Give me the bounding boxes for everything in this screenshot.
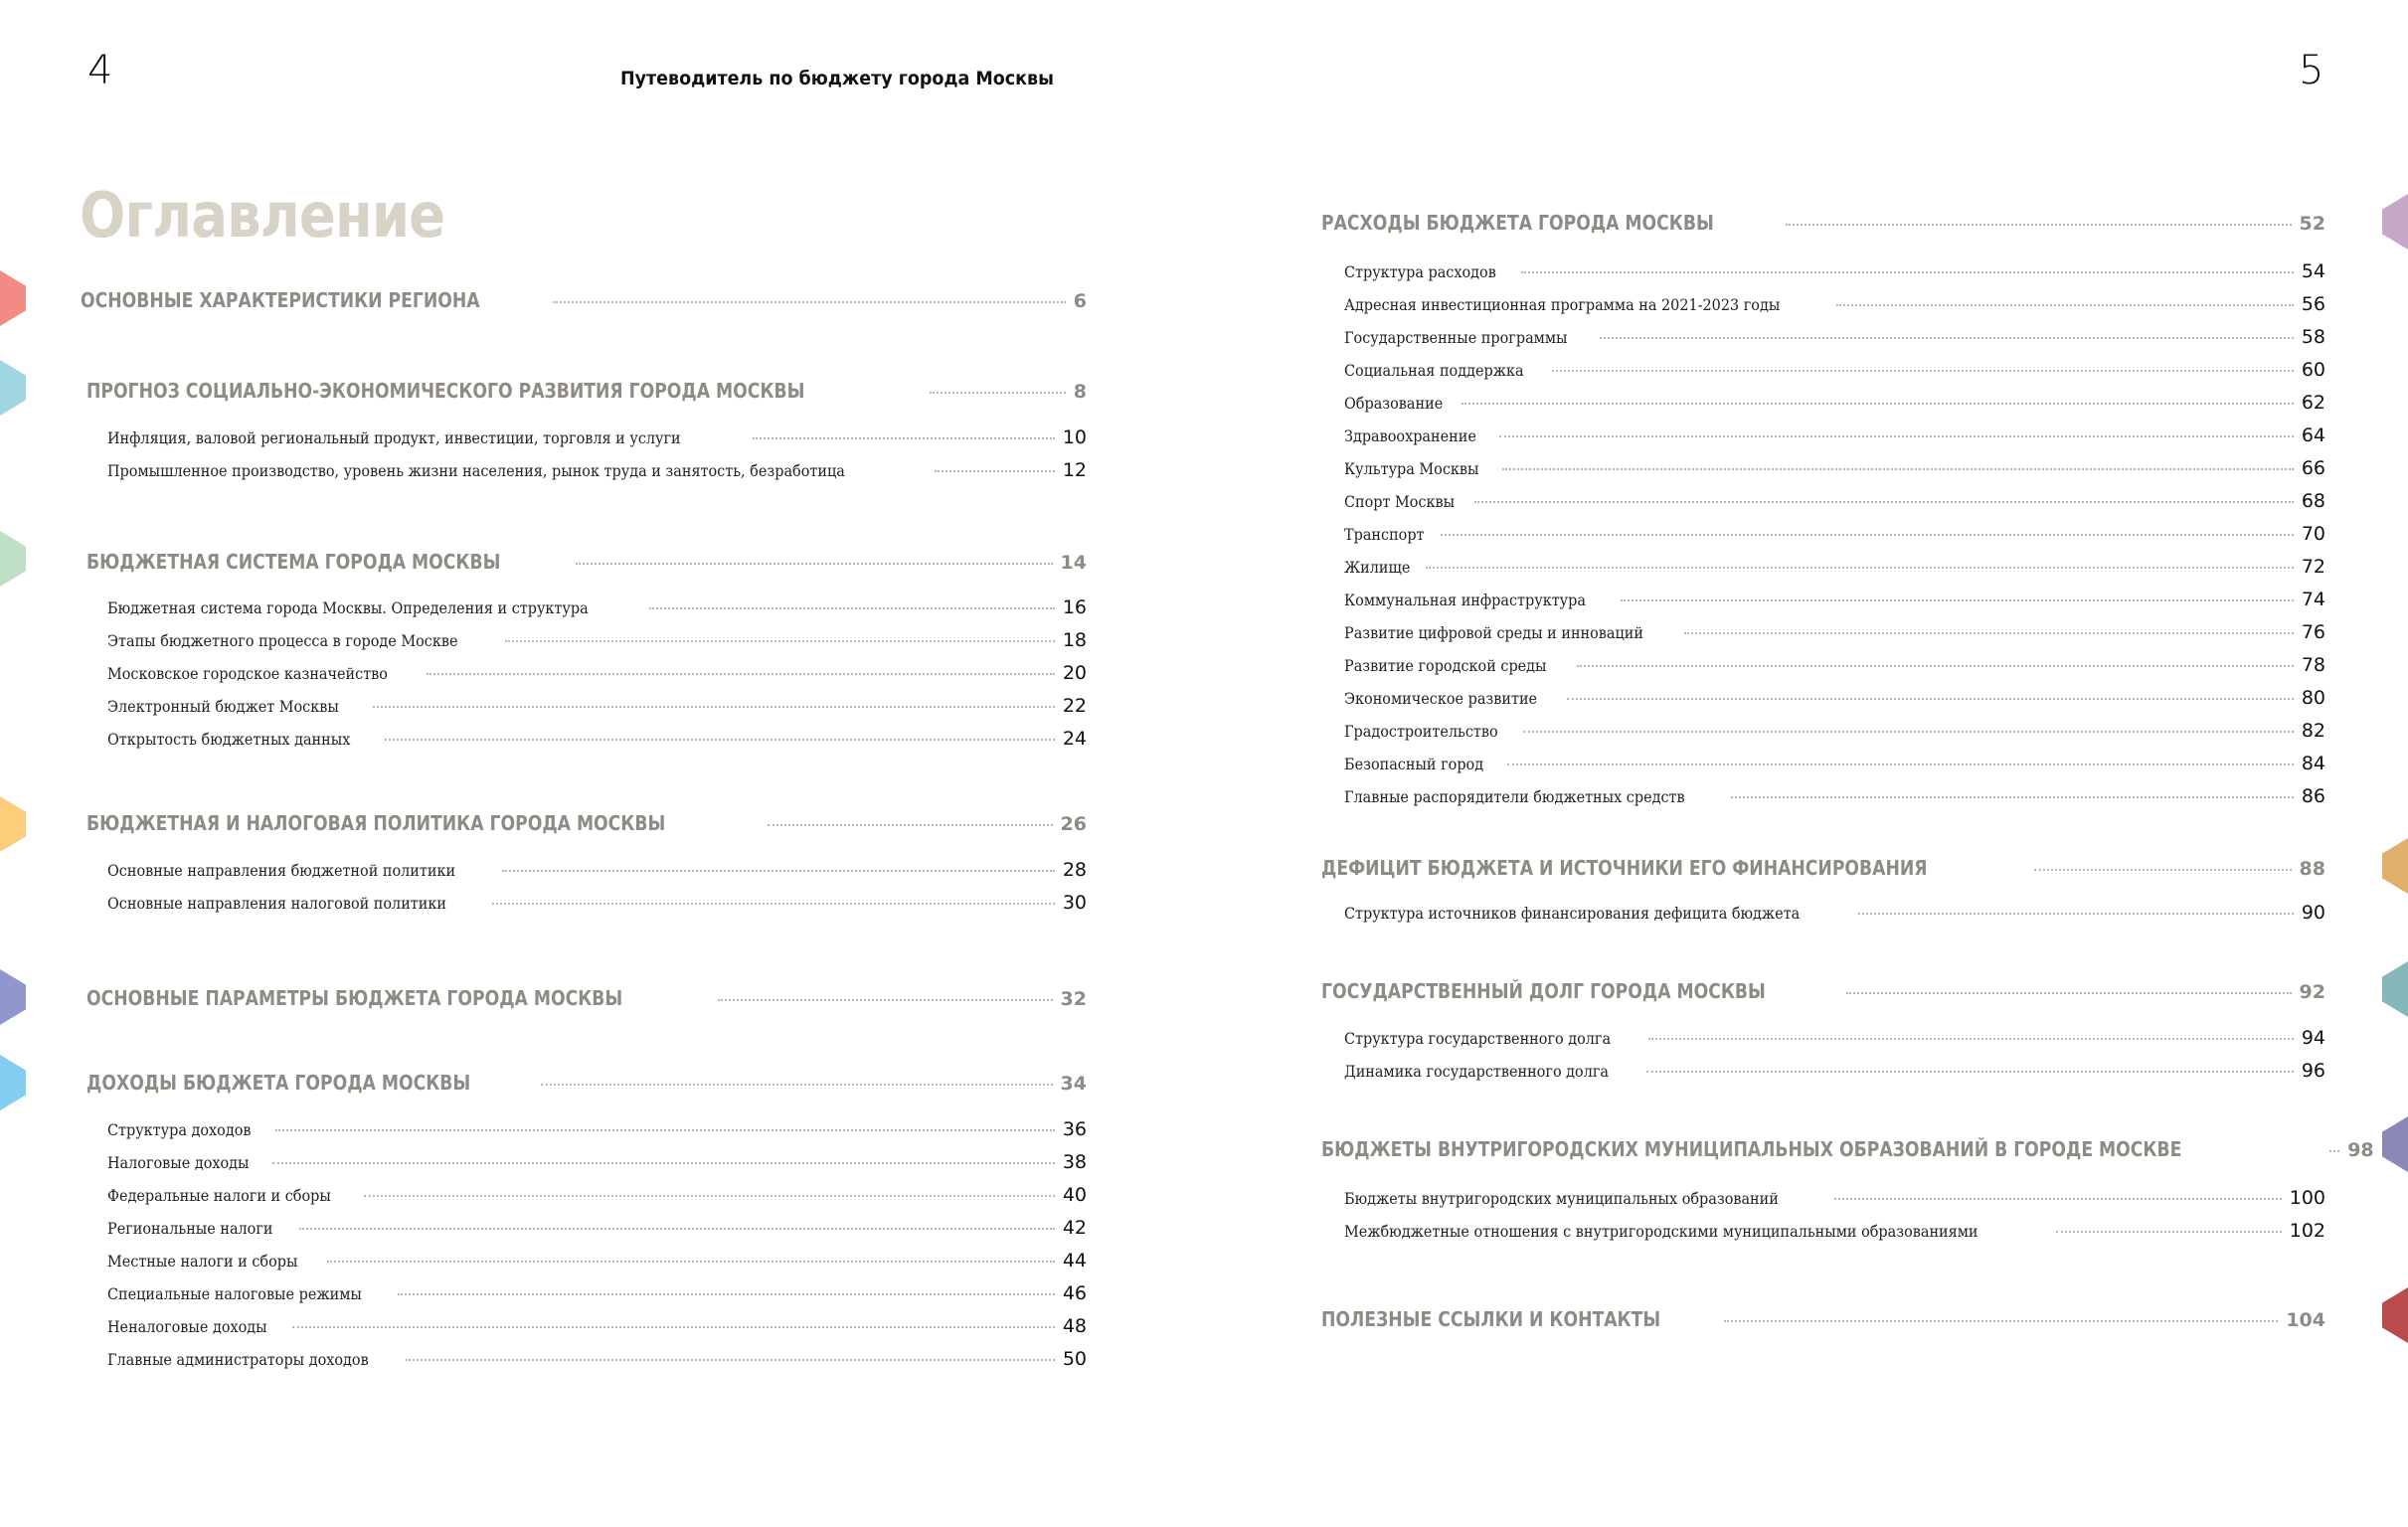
dot-leader <box>553 301 1066 303</box>
toc-sub-entry[interactable] <box>107 892 1087 914</box>
toc-sub-entry[interactable] <box>1344 1060 2325 1082</box>
entry-page-number: 30 <box>1062 892 1087 914</box>
toc-sub-entry[interactable] <box>1344 326 2325 348</box>
entry-page-number: 56 <box>2301 293 2325 315</box>
section-tab-marker <box>0 1055 26 1110</box>
dot-leader <box>930 392 1066 394</box>
dot-leader <box>1836 304 2294 306</box>
dot-leader <box>1474 501 2293 503</box>
entry-label: Структура государственного долга <box>1344 1029 1612 1048</box>
entry-page-number: 64 <box>2301 424 2325 446</box>
toc-sub-entry[interactable] <box>1344 785 2325 807</box>
entry-label: Структура источников финансирования дефицита бюджета <box>1344 904 1801 923</box>
toc-sub-entry[interactable] <box>107 695 1087 717</box>
entry-label: Спорт Москвы <box>1344 492 1456 511</box>
entry-page-number: 70 <box>2301 523 2325 545</box>
entry-page-number: 74 <box>2301 589 2325 610</box>
dot-leader <box>272 1162 1054 1164</box>
entry-page-number: 12 <box>1062 459 1087 481</box>
dot-leader <box>1621 599 2294 601</box>
dot-leader <box>1523 731 2294 733</box>
entry-page-number: 50 <box>1062 1348 1087 1370</box>
toc-sub-entry[interactable] <box>107 1184 1087 1206</box>
entry-page-number: 58 <box>2301 326 2325 348</box>
dot-leader <box>1600 337 2293 339</box>
entry-label: Электронный бюджет Москвы <box>107 697 339 716</box>
entry-label: Этапы бюджетного процесса в городе Москве <box>107 631 458 650</box>
entry-label: Главные администраторы доходов <box>107 1350 369 1369</box>
dot-leader <box>1552 370 2294 372</box>
dot-leader <box>492 903 1055 905</box>
toc-sub-entry[interactable] <box>1344 1027 2325 1049</box>
dot-leader <box>505 640 1055 642</box>
toc-section-entry[interactable] <box>86 550 1087 574</box>
entry-label: ДЕФИЦИТ БЮДЖЕТА И ИСТОЧНИКИ ЕГО ФИНАНСИРОВАНИЯ <box>1321 856 1928 880</box>
toc-section-entry[interactable] <box>81 288 1087 312</box>
entry-page-number: 62 <box>2301 392 2325 414</box>
entry-label: Специальные налоговые режимы <box>107 1284 362 1303</box>
dot-leader <box>1567 698 2294 700</box>
entry-label: БЮДЖЕТНАЯ И НАЛОГОВАЯ ПОЛИТИКА ГОРОДА МОСКВЫ <box>86 811 666 835</box>
dot-leader <box>398 1293 1055 1295</box>
dot-leader <box>364 1195 1055 1197</box>
entry-page-number: 82 <box>2301 720 2325 742</box>
entry-page-number: 84 <box>2301 753 2325 774</box>
section-tab-marker <box>0 531 26 587</box>
toc-sub-entry[interactable] <box>107 1348 1087 1370</box>
dot-leader <box>1684 632 2293 634</box>
entry-label: Адресная инвестиционная программа на 2021-2023 годы <box>1344 295 1781 314</box>
toc-sub-entry[interactable] <box>1344 687 2325 709</box>
dot-leader <box>935 470 1055 472</box>
dot-leader <box>2329 1150 2339 1152</box>
entry-label: Структура расходов <box>1344 262 1496 281</box>
dot-leader <box>1786 224 2291 226</box>
dot-leader <box>385 739 1054 741</box>
dot-leader <box>1724 1320 2279 1322</box>
entry-page-number: 40 <box>1062 1184 1087 1206</box>
entry-label: РАСХОДЫ БЮДЖЕТА ГОРОДА МОСКВЫ <box>1321 211 1714 235</box>
toc-sub-entry[interactable] <box>1344 359 2325 381</box>
entry-page-number: 16 <box>1062 596 1087 618</box>
entry-label: ПОЛЕЗНЫЕ ССЫЛКИ И КОНТАКТЫ <box>1321 1307 1661 1331</box>
entry-page-number: 76 <box>2301 621 2325 643</box>
entry-label: Главные распорядители бюджетных средств <box>1344 787 1685 806</box>
entry-page-number: 44 <box>1062 1250 1087 1272</box>
entry-label: Жилище <box>1344 558 1411 577</box>
entry-page-number: 100 <box>2289 1187 2325 1209</box>
entry-page-number: 10 <box>1062 426 1087 448</box>
entry-page-number: 6 <box>1073 290 1087 312</box>
section-tab-marker <box>2382 1116 2408 1172</box>
toc-sub-entry[interactable] <box>107 1217 1087 1239</box>
toc-section-entry[interactable] <box>86 986 1087 1010</box>
entry-page-number: 46 <box>1062 1282 1087 1304</box>
toc-sub-entry[interactable] <box>107 1315 1087 1337</box>
dot-leader <box>541 1084 1052 1086</box>
toc-section-entry[interactable] <box>86 1071 1087 1095</box>
entry-page-number: 72 <box>2301 556 2325 578</box>
entry-page-number: 38 <box>1062 1151 1087 1173</box>
section-tab-marker <box>2382 961 2408 1017</box>
dot-leader <box>718 999 1053 1001</box>
entry-label: Промышленное производство, уровень жизни населения, рынок труда и занятость, безработица <box>107 461 845 480</box>
section-tab-marker <box>0 796 26 852</box>
running-title: Путеводитель по бюджету города Москвы <box>620 68 1054 89</box>
dot-leader <box>1441 534 2293 536</box>
toc-section-entry[interactable] <box>1321 1307 2325 1331</box>
dot-leader <box>1834 1198 2281 1200</box>
entry-page-number: 104 <box>2286 1309 2325 1331</box>
entry-page-number: 94 <box>2301 1027 2325 1049</box>
dot-leader <box>768 824 1052 826</box>
toc-sub-entry[interactable] <box>1344 523 2325 545</box>
dot-leader <box>427 673 1055 675</box>
section-tab-marker <box>2382 838 2408 894</box>
entry-label: Градостроительство <box>1344 722 1498 741</box>
entry-label: Образование <box>1344 394 1444 413</box>
entry-page-number: 90 <box>2301 902 2325 924</box>
entry-label: Здравоохранение <box>1344 426 1476 445</box>
entry-label: Бюджетная система города Москвы. Определения и структура <box>107 598 589 617</box>
entry-label: Бюджеты внутригородских муниципальных образований <box>1344 1189 1779 1208</box>
toc-sub-entry[interactable] <box>107 1282 1087 1304</box>
toc-sub-entry[interactable] <box>1344 589 2325 610</box>
dot-leader <box>576 563 1052 565</box>
dot-leader <box>1648 1038 2294 1040</box>
section-tab-marker <box>2382 194 2408 250</box>
dot-leader <box>1462 403 2294 405</box>
entry-page-number: 52 <box>2299 213 2325 235</box>
toc-sub-entry[interactable] <box>1344 1220 2325 1242</box>
dot-leader <box>292 1326 1054 1328</box>
dot-leader <box>373 706 1055 708</box>
entry-page-number: 28 <box>1062 859 1087 881</box>
entry-page-number: 36 <box>1062 1118 1087 1140</box>
dot-leader <box>2034 869 2292 871</box>
entry-page-number: 24 <box>1062 728 1087 750</box>
section-tab-marker <box>0 969 26 1025</box>
toc-section-entry[interactable] <box>86 379 1087 403</box>
entry-label: Структура доходов <box>107 1120 252 1139</box>
entry-label: Региональные налоги <box>107 1219 273 1238</box>
toc-sub-entry[interactable] <box>107 859 1087 881</box>
toc-sub-entry[interactable] <box>107 426 1087 448</box>
toc-sub-entry[interactable] <box>1344 654 2325 676</box>
entry-label: ПРОГНОЗ СОЦИАЛЬНО-ЭКОНОМИЧЕСКОГО РАЗВИТИЯ ГОРОДА МОСКВЫ <box>86 379 805 403</box>
entry-page-number: 32 <box>1060 988 1087 1010</box>
dot-leader <box>1521 271 2294 273</box>
entry-label: БЮДЖЕТНАЯ СИСТЕМА ГОРОДА МОСКВЫ <box>86 550 501 574</box>
toc-sub-entry[interactable] <box>1344 753 2325 774</box>
dot-leader <box>1577 665 2294 667</box>
entry-label: Основные направления бюджетной политики <box>107 861 456 880</box>
entry-label: Основные направления налоговой политики <box>107 894 446 913</box>
entry-label: Динамика государственного долга <box>1344 1062 1610 1081</box>
left-page-number: 4 <box>87 48 113 93</box>
toc-sub-entry[interactable] <box>1344 392 2325 414</box>
toc-sub-entry[interactable] <box>107 459 1087 481</box>
right-page-number: 5 <box>2299 48 2324 93</box>
entry-page-number: 14 <box>1060 552 1087 574</box>
dot-leader <box>2056 1231 2281 1233</box>
entry-page-number: 66 <box>2301 457 2325 479</box>
entry-page-number: 22 <box>1062 695 1087 717</box>
toc-sub-entry[interactable] <box>1344 1187 2325 1209</box>
entry-label: ГОСУДАРСТВЕННЫЙ ДОЛГ ГОРОДА МОСКВЫ <box>1321 979 1766 1003</box>
entry-label: Московское городское казначейство <box>107 664 388 683</box>
entry-label: Открытость бюджетных данных <box>107 730 351 749</box>
entry-page-number: 92 <box>2299 981 2325 1003</box>
dot-leader <box>1499 435 2294 437</box>
dot-leader <box>649 607 1054 609</box>
entry-page-number: 18 <box>1062 629 1087 651</box>
entry-page-number: 68 <box>2301 490 2325 512</box>
entry-page-number: 102 <box>2289 1220 2325 1242</box>
entry-label: Культура Москвы <box>1344 459 1479 478</box>
dot-leader <box>502 870 1055 872</box>
entry-label: Инфляция, валовой региональный продукт, инвестиции, торговля и услуги <box>107 428 681 447</box>
dot-leader <box>753 437 1055 439</box>
entry-label: Межбюджетные отношения с внутригородскими муниципальными образованиями <box>1344 1222 1978 1241</box>
entry-page-number: 54 <box>2301 260 2325 282</box>
entry-page-number: 78 <box>2301 654 2325 676</box>
entry-label: Безопасный город <box>1344 755 1484 773</box>
dot-leader <box>299 1228 1055 1230</box>
entry-page-number: 8 <box>1073 381 1087 403</box>
toc-sub-entry[interactable] <box>1344 621 2325 643</box>
dot-leader <box>1426 567 2294 569</box>
entry-label: Федеральные налоги и сборы <box>107 1186 331 1205</box>
entry-label: Налоговые доходы <box>107 1153 250 1172</box>
entry-page-number: 88 <box>2299 858 2325 880</box>
toc-section-entry[interactable] <box>1321 211 2325 235</box>
entry-page-number: 48 <box>1062 1315 1087 1337</box>
toc-section-entry[interactable] <box>1321 1137 2374 1161</box>
dot-leader <box>1858 913 2294 915</box>
toc-sub-entry[interactable] <box>107 1118 1087 1140</box>
entry-page-number: 60 <box>2301 359 2325 381</box>
toc-sub-entry[interactable] <box>1344 556 2325 578</box>
toc-sub-entry[interactable] <box>107 596 1087 618</box>
entry-label: ОСНОВНЫЕ ПАРАМЕТРЫ БЮДЖЕТА ГОРОДА МОСКВЫ <box>86 986 623 1010</box>
dot-leader <box>275 1129 1055 1131</box>
dot-leader <box>1731 796 2294 798</box>
toc-sub-entry[interactable] <box>107 1151 1087 1173</box>
toc-sub-entry[interactable] <box>107 1250 1087 1272</box>
toc-sub-entry[interactable] <box>1344 293 2325 315</box>
toc-section-entry[interactable] <box>1321 979 2325 1003</box>
dot-leader <box>1502 468 2294 470</box>
entry-label: БЮДЖЕТЫ ВНУТРИГОРОДСКИХ МУНИЦИПАЛЬНЫХ ОБРАЗОВАНИЙ В ГОРОДЕ МОСКВЕ <box>1321 1137 2182 1161</box>
entry-page-number: 96 <box>2301 1060 2325 1082</box>
toc-sub-entry[interactable] <box>107 629 1087 651</box>
entry-page-number: 80 <box>2301 687 2325 709</box>
entry-label: Коммунальная инфраструктура <box>1344 591 1586 609</box>
dot-leader <box>1507 764 2294 765</box>
toc-title: Оглавление <box>80 179 445 252</box>
entry-page-number: 42 <box>1062 1217 1087 1239</box>
toc-sub-entry[interactable] <box>1344 457 2325 479</box>
section-tab-marker <box>0 360 26 416</box>
toc-sub-entry[interactable] <box>1344 424 2325 446</box>
entry-label: Развитие цифровой среды и инноваций <box>1344 623 1643 642</box>
entry-label: ДОХОДЫ БЮДЖЕТА ГОРОДА МОСКВЫ <box>86 1071 471 1095</box>
entry-label: Экономическое развитие <box>1344 689 1538 708</box>
entry-label: Государственные программы <box>1344 328 1568 347</box>
entry-page-number: 26 <box>1060 813 1087 835</box>
entry-page-number: 98 <box>2347 1139 2374 1161</box>
dot-leader <box>1646 1071 2294 1073</box>
section-tab-marker <box>2382 1287 2408 1343</box>
entry-label: Развитие городской среды <box>1344 656 1547 675</box>
dot-leader <box>327 1261 1055 1263</box>
entry-label: ОСНОВНЫЕ ХАРАКТЕРИСТИКИ РЕГИОНА <box>81 288 480 312</box>
entry-page-number: 20 <box>1062 662 1087 684</box>
entry-label: Транспорт <box>1344 525 1425 544</box>
entry-page-number: 34 <box>1060 1073 1087 1095</box>
entry-label: Социальная поддержка <box>1344 361 1524 380</box>
toc-sub-entry[interactable] <box>1344 902 2325 924</box>
toc-sub-entry[interactable] <box>107 662 1087 684</box>
dot-leader <box>406 1359 1055 1361</box>
toc-sub-entry[interactable] <box>1344 490 2325 512</box>
entry-label: Местные налоги и сборы <box>107 1252 298 1271</box>
toc-sub-entry[interactable] <box>107 728 1087 750</box>
toc-section-entry[interactable] <box>86 811 1087 835</box>
dot-leader <box>1846 992 2292 994</box>
entry-label: Неналоговые доходы <box>107 1317 267 1336</box>
toc-sub-entry[interactable] <box>1344 260 2325 282</box>
entry-page-number: 86 <box>2301 785 2325 807</box>
section-tab-marker <box>0 270 26 326</box>
toc-sub-entry[interactable] <box>1344 720 2325 742</box>
toc-section-entry[interactable] <box>1321 856 2325 880</box>
